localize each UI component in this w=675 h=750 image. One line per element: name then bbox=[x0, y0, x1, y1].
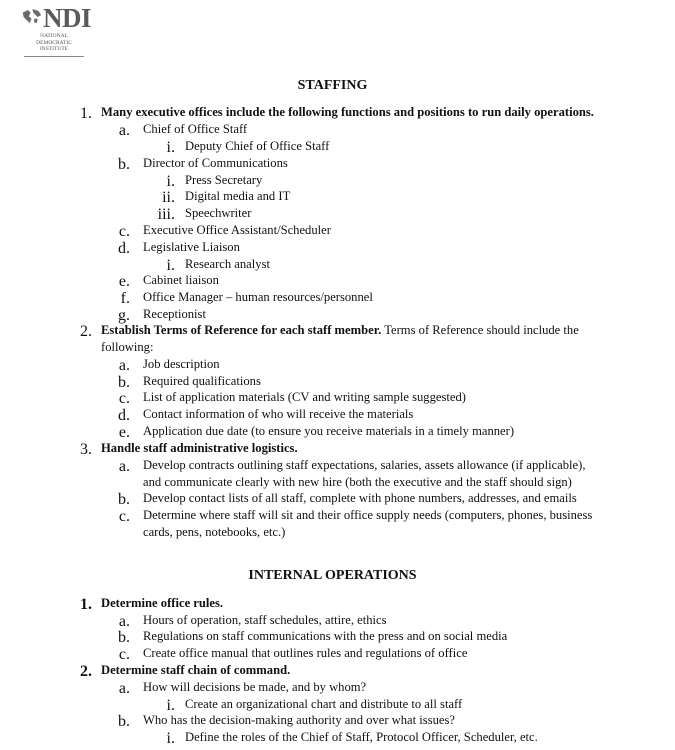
list-marker: f. bbox=[120, 290, 130, 307]
list-marker: e. bbox=[118, 424, 130, 441]
list-item: Contact information of who will receive the materials bbox=[143, 407, 414, 421]
list-marker: a. bbox=[118, 122, 130, 139]
list-item: Deputy Chief of Office Staff bbox=[185, 139, 330, 153]
list-item-continued: cards, pens, notebooks, etc.) bbox=[143, 525, 286, 539]
list-item: Determine staff chain of command. bbox=[101, 663, 291, 677]
list-marker: c. bbox=[118, 223, 130, 240]
ndi-logo bbox=[21, 3, 91, 57]
list-item: List of application materials (CV and writing sample suggested) bbox=[143, 390, 466, 404]
list-item: Press Secretary bbox=[185, 173, 263, 187]
list-item: Create office manual that outlines rules and regulations of office bbox=[143, 646, 468, 660]
list-marker: i. bbox=[166, 730, 175, 747]
list-item: Director of Communications bbox=[143, 156, 288, 170]
list-marker: a. bbox=[118, 613, 130, 630]
list-marker: c. bbox=[118, 646, 130, 663]
list-item: Regulations on staff communications with the press and on social media bbox=[143, 629, 508, 643]
internal-operations-heading: INTERNAL OPERATIONS bbox=[248, 568, 417, 583]
list-marker: i. bbox=[166, 257, 175, 274]
list-item: Digital media and IT bbox=[185, 189, 291, 203]
list-marker: i. bbox=[166, 139, 175, 156]
list-marker: i. bbox=[166, 697, 175, 714]
list-marker: 2. bbox=[80, 323, 92, 340]
logo-divider bbox=[24, 56, 84, 57]
list-item: Who has the decision-making authority and over what issues? bbox=[143, 713, 455, 727]
list-marker: a. bbox=[118, 458, 130, 475]
list-marker: b. bbox=[118, 491, 130, 508]
list-marker: g. bbox=[118, 307, 130, 324]
list-marker: iii. bbox=[157, 206, 175, 223]
list-marker: d. bbox=[118, 407, 130, 424]
list-item: Determine office rules. bbox=[101, 596, 224, 610]
list-marker: c. bbox=[118, 390, 130, 407]
list-item: How will decisions be made, and by whom? bbox=[143, 680, 367, 694]
list-item: Application due date (to ensure you receive materials in a timely manner) bbox=[143, 424, 515, 438]
list-item: Office Manager – human resources/personnel bbox=[143, 290, 373, 304]
list-marker: d. bbox=[118, 240, 130, 257]
list-item: Receptionist bbox=[143, 307, 206, 321]
list-item: Research analyst bbox=[185, 257, 270, 271]
staffing-heading: STAFFING bbox=[297, 78, 368, 93]
list-item: Speechwriter bbox=[185, 206, 252, 220]
list-marker: a. bbox=[118, 357, 130, 374]
list-marker: ii. bbox=[162, 189, 175, 206]
list-marker: b. bbox=[118, 629, 130, 646]
list-marker: b. bbox=[118, 713, 130, 730]
list-item: Handle staff administrative logistics. bbox=[101, 441, 298, 455]
list-item-continued: following: bbox=[101, 340, 154, 354]
list-item: Define the roles of the Chief of Staff, Protocol Officer, Scheduler, etc. bbox=[185, 730, 538, 744]
list-item: Required qualifications bbox=[143, 374, 261, 388]
logo-name: NDI bbox=[42, 3, 91, 33]
list-item: Executive Office Assistant/Scheduler bbox=[143, 223, 331, 237]
list-item: Cabinet liaison bbox=[143, 273, 219, 287]
list-marker: a. bbox=[118, 680, 130, 697]
list-item: Chief of Office Staff bbox=[143, 122, 248, 136]
list-item: Legislative Liaison bbox=[143, 240, 240, 254]
list-marker: i. bbox=[166, 173, 175, 190]
globe-icon bbox=[21, 6, 42, 28]
list-item: Hours of operation, staff schedules, attire, ethics bbox=[143, 613, 387, 627]
list-item: Job description bbox=[143, 357, 220, 371]
list-item: Determine where staff will sit and their office supply needs (computers, phones, business bbox=[143, 508, 593, 522]
list-marker: 3. bbox=[80, 441, 92, 458]
list-marker: 2. bbox=[80, 663, 92, 680]
list-item: Establish Terms of Reference for each staff member. Terms of Reference should include the bbox=[101, 323, 579, 337]
list-item: Develop contracts outlining staff expectations, salaries, assets allowance (if applicable), bbox=[143, 458, 586, 472]
list-marker: b. bbox=[118, 156, 130, 173]
list-item: Create an organizational chart and distribute to all staff bbox=[185, 697, 463, 711]
list-marker: 1. bbox=[80, 596, 92, 613]
logo-subtitle: NATIONAL DEMOCRATIC INSTITUTE bbox=[36, 33, 72, 52]
list-marker: 1. bbox=[80, 105, 92, 122]
list-marker: b. bbox=[118, 374, 130, 391]
list-item: Many executive offices include the following functions and positions to run daily operations. bbox=[101, 105, 594, 119]
list-item-continued: and communicate clearly with new hire (both the executive and the staff should sign) bbox=[143, 475, 572, 489]
list-marker: c. bbox=[118, 508, 130, 525]
list-item: Develop contact lists of all staff, complete with phone numbers, addresses, and emails bbox=[143, 491, 577, 505]
list-marker: e. bbox=[118, 273, 130, 290]
